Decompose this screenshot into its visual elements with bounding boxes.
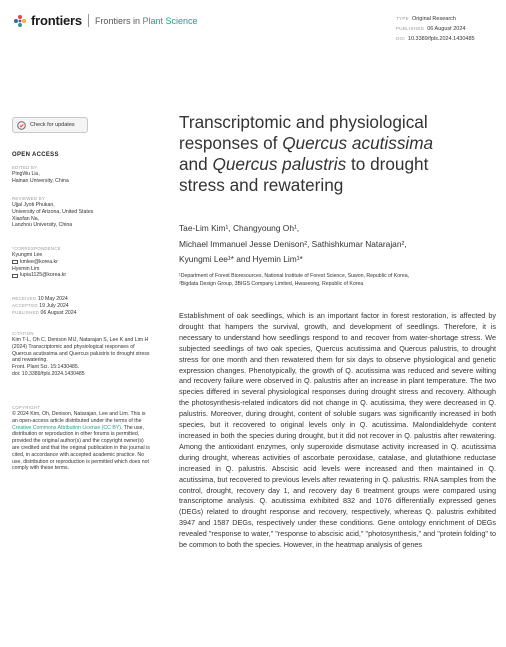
published-date: 06 August 2024	[427, 26, 466, 32]
check-updates-icon	[17, 121, 26, 130]
email-link[interactable]: kmlee@korea.kr	[20, 258, 58, 265]
correspondence-section: *CORRESPONDENCE Kyungmi Lee kmlee@korea.kr Hyemin Lim lupia1125@korea.kr	[12, 246, 67, 279]
open-access-label: OPEN ACCESS	[12, 152, 59, 158]
accepted-date: 19 July 2024	[39, 302, 69, 309]
citation-doi[interactable]: doi: 10.3389/fpls.2024.1430485	[12, 370, 85, 377]
email-link[interactable]: lupia1125@korea.kr	[20, 272, 67, 279]
journal-name[interactable]: Frontiers in Plant Science	[94, 15, 198, 26]
published-date: 06 August 2024	[40, 309, 77, 316]
doi-link[interactable]: 10.3389/fpls.2024.1430485	[407, 36, 475, 42]
email-icon	[12, 274, 18, 279]
abstract-text: Establishment of oak seedlings, which is an important factor in forest restoration, is affected by drought that hampers the survival, growth, and development of seedlings. Therefore, it is necessary to understand how seedlings respond to and recover from water-shortage stress. We subjected seedlings of two oak species, Quercus acutissima and Quercus palustris, to drought stress for one month and then rewatered them for six days to observe physiological and genetic expression changes. Phenotypically, the growth of Q. acutissima was reduced and severe wilting and recovery failure were observed in Q. palustris after an increase in plant temperature. The two species differed in several physiological responses during drought stress and recovery. Although the photosynthesis-related indicators did not change in Q. acutissima, they were decreased in Q. palustris. Moreover, during drought, content of soluble sugars was significantly increased in both species, but it recovered to original levels only in Q. acutissima. Malondialdehyde content increased in both the species during drought, but it did not recover in Q. palustris after rewatering. Among the antioxidant enzymes, only superoxide dismutase activity increased in Q. acutissima during drought, whereas activities of ascorbate peroxidase, catalase, and glutathione reductase increased in Q. palustris. Abscisic acid levels were increased and then maintained in Q. acutissima, but recovered to previous levels after rewatering in Q. palustris. RNA samples from the control, drought, recovery day 1, and recovery day 6 treatment groups were compared using transcriptome analysis. Q. acutissima exhibited 832 and 1076 differentially expressed genes (DEGs) related to drought response and recovery, respectively, whereas Q. palustris exhibited 3947 and 1587 DEGs, respectively under these conditions. Gene ontology enrichment of DEGs revealed "response to water," "response to abscisic acid," "photosynthesis," and "protein folding" to be common to both the species. However, in the heatmap analysis of genes	[179, 311, 496, 550]
author-line[interactable]: Tae-Lim Kim¹, Changyoung Oh¹,	[179, 223, 300, 233]
copyright-section: COPYRIGHT © 2024 Kim, Oh, Denison, Natarajan, Lee and Lim. This is an open-access article distributed under the terms of the Creative Commons Attribution License (CC BY). The use, distribution or reproduction in other forums is permitted, provided the original author(s) and the copyright owner(s) are credited and that the original publication in this journal is cited, in accordance with accepted academic practice. No use, distribution or reproduction is permitted which does not comply with these terms.	[12, 405, 150, 472]
edited-by-section: EDITED BY PingWu Liu, Hainan University, China	[12, 165, 69, 184]
article-meta: TYPE Original Research PUBLISHED 06 August 2024 DOI 10.3389/fpls.2024.1430485	[396, 16, 475, 42]
author-line[interactable]: Michael Immanuel Jesse Denison², Sathishkumar Natarajan²,	[179, 238, 407, 249]
received-date: 10 May 2024	[37, 296, 68, 302]
affiliations: ¹Department of Forest Bioresources, National Institute of Forest Science, Suwon, Republic of Korea, ²Bigdata Design Group, 3BIGS Company Limited, Hwaseong, Republic of Korea	[179, 273, 410, 287]
reviewed-by-section: REVIEWED BY Ujjal Jyoti Phukan, University of Arizona, United States Xiaofan Na, Lanzhou University, China	[12, 196, 94, 229]
frontiers-logo-icon	[13, 14, 27, 28]
author-line[interactable]: Kyungmi Lee¹* and Hyemin Lim¹*	[179, 254, 303, 264]
citation-section: CITATION Kim T-L, Oh C, Denison MIJ, Natarajan S, Lee K and Lim H (2024) Transcriptomic and physiological responses of Quercus acutissima and Quercus palustris to drought stress and rewatering. Front. Plant Sci. 15:1430485. doi: 10.3389/fpls.2024.1430485	[12, 331, 150, 377]
email-icon	[12, 260, 18, 265]
article-title: Transcriptomic and physiological responses of Quercus acutissima and Quercus palustris to drought stress and rewatering	[179, 112, 434, 195]
frontiers-logo-text: frontiers	[31, 13, 82, 28]
dates-section: RECEIVED 10 May 2024 ACCEPTED 19 July 2024 PUBLISHED 06 August 2024	[12, 296, 77, 316]
article-type: Original Research	[411, 16, 456, 22]
cc-by-license-link[interactable]: Creative Commons Attribution License (CC BY)	[12, 424, 121, 431]
journal-header	[13, 13, 198, 28]
check-for-updates-button[interactable]: Check for updates	[12, 117, 88, 133]
author-list	[179, 221, 499, 268]
header-divider	[88, 14, 89, 27]
